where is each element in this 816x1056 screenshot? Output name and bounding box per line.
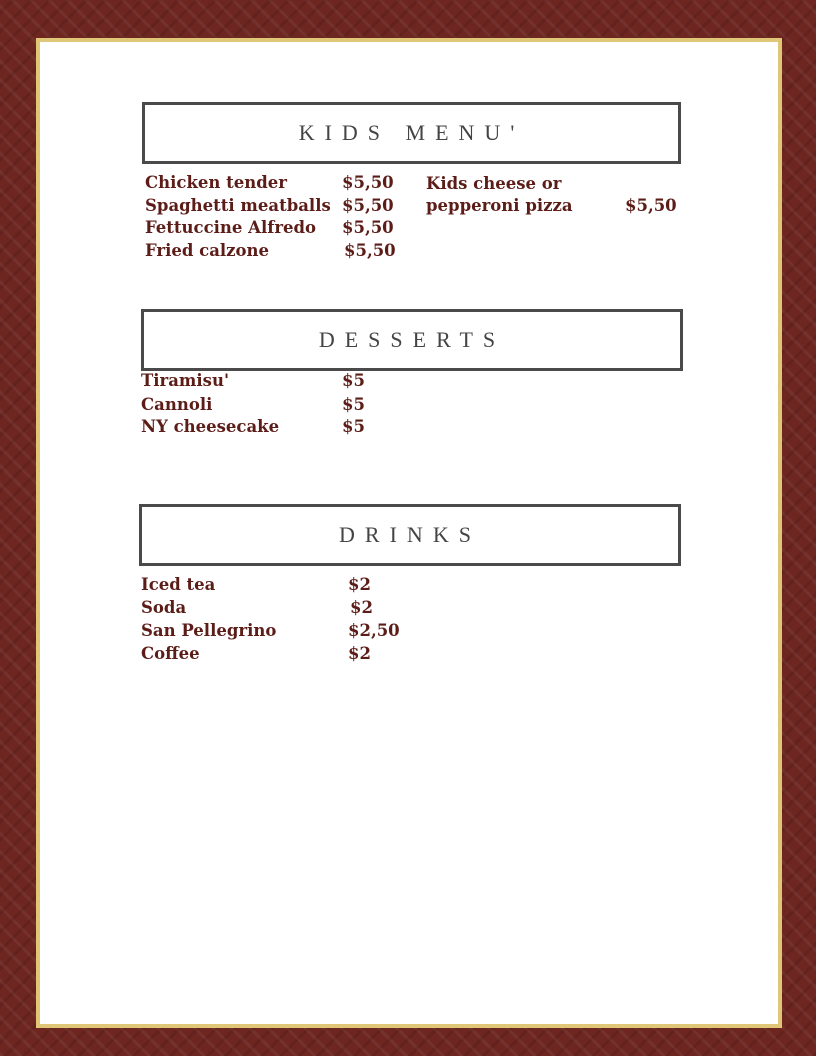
kids-item-name: Fettuccine Alfredo [145, 218, 317, 237]
kids-item-name: Spaghetti meatballs [145, 196, 331, 215]
drink-item-price: $2 [348, 644, 371, 663]
drinks-header [139, 504, 681, 566]
kids-pizza-price: $5,50 [625, 196, 677, 215]
drink-item-name: Coffee [141, 644, 200, 663]
drink-item-name: Iced tea [141, 575, 216, 594]
kids-item-price: $5,50 [342, 173, 394, 192]
dessert-item-name: Tiramisu' [141, 371, 229, 390]
drink-item-name: Soda [141, 598, 187, 617]
kids-pizza-line1: Kids cheese or [426, 174, 562, 193]
dessert-item-name: NY cheesecake [141, 417, 280, 436]
kids-pizza-line2: pepperoni pizza [426, 196, 573, 215]
kids-item-price: $5,50 [342, 196, 394, 215]
kids-item-name: Fried calzone [145, 241, 270, 260]
kids-item-price: $5,50 [344, 241, 396, 260]
dessert-item-price: $5 [342, 371, 365, 390]
desserts-title: DESSERTS [318, 327, 506, 352]
kids-menu-title: KIDS MENU' [298, 120, 525, 145]
drink-item-price: $2 [348, 575, 371, 594]
dessert-item-price: $5 [342, 417, 365, 436]
drink-item-price: $2,50 [348, 621, 400, 640]
dessert-item-name: Cannoli [141, 395, 213, 414]
dessert-item-price: $5 [342, 395, 365, 414]
kids-item-name: Chicken tender [145, 173, 287, 192]
drink-item-price: $2 [350, 598, 373, 617]
drink-item-name: San Pellegrino [141, 621, 277, 640]
kids-item-price: $5,50 [342, 218, 394, 237]
desserts-header [141, 309, 683, 371]
menu-page [36, 38, 782, 1028]
drinks-title: DRINKS [339, 522, 481, 547]
kids-menu-header [142, 102, 681, 164]
